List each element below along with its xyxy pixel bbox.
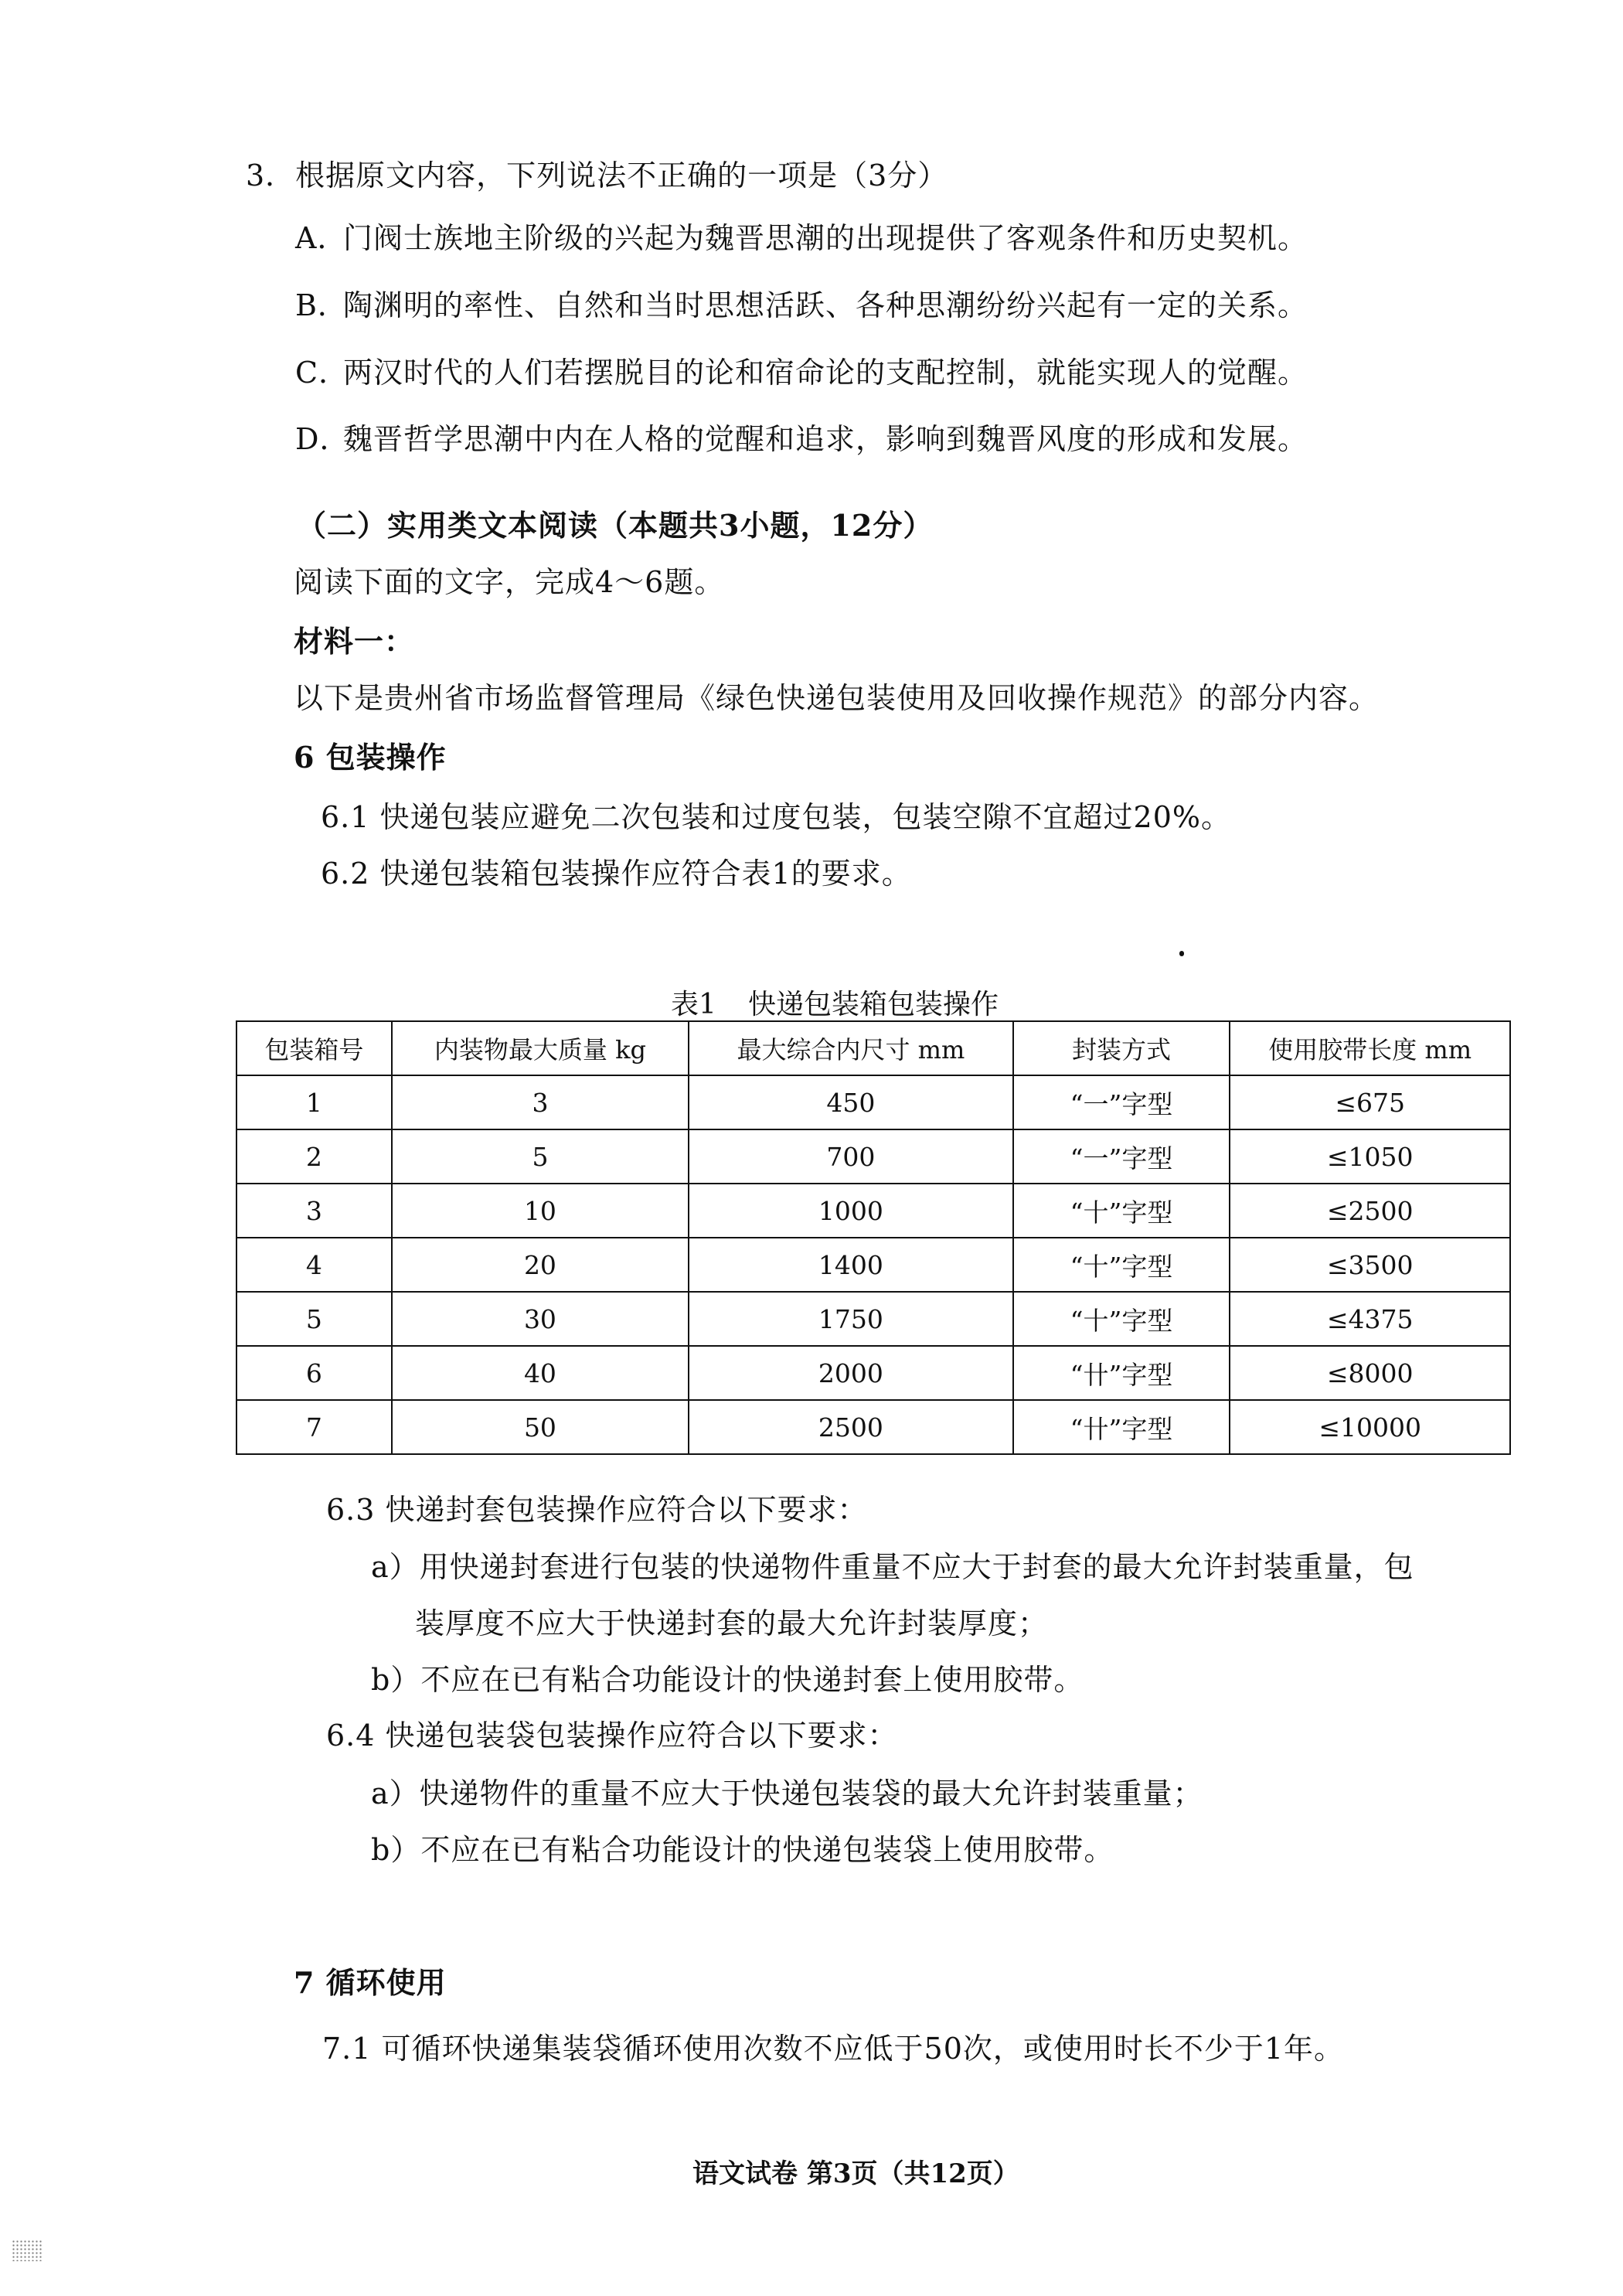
clause-6-3-a-line1: a）用快递封套进行包装的快递物件重量不应大于封套的最大允许封装重量，包 [371, 1550, 1414, 1584]
option-label: D． [295, 422, 350, 456]
cell-max-size: 1400 [689, 1238, 1012, 1292]
scan-artifact [12, 2240, 43, 2261]
option-a [295, 220, 1308, 257]
col-header-max-mass: 内装物最大质量 kg [392, 1021, 689, 1075]
col-header-tape-length: 使用胶带长度 mm [1230, 1021, 1510, 1075]
clause-7-1: 7.1 可循环快递集装袋循环使用次数不应低于50次，或使用时长不少于1年。 [322, 2032, 1345, 2066]
cell-max-size: 1000 [689, 1184, 1012, 1238]
scan-speck [1179, 951, 1184, 956]
table-row [236, 1129, 1510, 1184]
table-row [236, 1400, 1510, 1454]
cell-max-mass: 10 [392, 1184, 689, 1238]
cell-tape-length: ≤8000 [1230, 1346, 1510, 1400]
cell-tape-length: ≤4375 [1230, 1292, 1510, 1346]
material-label: 材料一： [294, 624, 415, 659]
option-label: C． [295, 356, 349, 390]
clause-6-4-a: a）快递物件的重量不应大于快递包装袋的最大允许封装重量； [371, 1777, 1203, 1811]
cell-max-mass: 3 [392, 1075, 689, 1129]
cell-max-size: 450 [689, 1075, 1012, 1129]
cell-box-no: 3 [236, 1184, 392, 1238]
table-row [236, 1184, 1510, 1238]
cell-box-no: 7 [236, 1400, 392, 1454]
table-title: 快递包装箱包装操作 [748, 989, 999, 1020]
cell-tape-length: ≤675 [1230, 1075, 1510, 1129]
col-header-seal-method: 封装方式 [1013, 1021, 1230, 1075]
clause-6-3-b: b）不应在已有粘合功能设计的快递封套上使用胶带。 [371, 1663, 1084, 1697]
cell-box-no: 4 [236, 1238, 392, 1292]
cell-seal-method: “一”字型 [1013, 1129, 1230, 1184]
cell-tape-length: ≤3500 [1230, 1238, 1510, 1292]
option-d [295, 421, 1308, 458]
cell-max-size: 700 [689, 1129, 1012, 1184]
cell-max-mass: 20 [392, 1238, 689, 1292]
clause-6-3-a-line2: 装厚度不应大于快递封套的最大允许封装厚度； [415, 1606, 1049, 1640]
cell-seal-method: “卄”字型 [1013, 1346, 1230, 1400]
section-title: （二）实用类文本阅读（本题共3小题，12分） [297, 508, 934, 543]
table-header-row [236, 1021, 1510, 1075]
cell-box-no: 6 [236, 1346, 392, 1400]
option-c [295, 354, 1308, 391]
question-stem: 3．根据原文内容，下列说法不正确的一项是（3分） [246, 158, 948, 192]
clause-7-heading: 7 循环使用 [294, 1965, 447, 2000]
cell-max-mass: 5 [392, 1129, 689, 1184]
table-number: 表1 [671, 989, 716, 1020]
cell-seal-method: “十”字型 [1013, 1184, 1230, 1238]
clause-6-2: 6.2 快递包装箱包装操作应符合表1的要求。 [321, 857, 912, 891]
cell-seal-method: “一”字型 [1013, 1075, 1230, 1129]
instruction: 阅读下面的文字，完成4～6题。 [294, 565, 725, 599]
option-text: 魏晋哲学思潮中内在人格的觉醒和追求，影响到魏晋风度的形成和发展。 [343, 422, 1308, 456]
cell-seal-method: “十”字型 [1013, 1238, 1230, 1292]
cell-max-mass: 50 [392, 1400, 689, 1454]
material-intro: 以下是贵州省市场监督管理局《绿色快递包装使用及回收操作规范》的部分内容。 [294, 681, 1380, 715]
cell-box-no: 1 [236, 1075, 392, 1129]
cell-max-size: 1750 [689, 1292, 1012, 1346]
cell-max-size: 2000 [689, 1346, 1012, 1400]
option-b [295, 287, 1308, 324]
clause-6-4-b: b）不应在已有粘合功能设计的快递包装袋上使用胶带。 [371, 1833, 1114, 1867]
clause-6-1: 6.1 快递包装应避免二次包装和过度包装，包装空隙不宜超过20%。 [321, 800, 1231, 834]
option-label: A． [295, 221, 348, 255]
packaging-table [236, 1020, 1511, 1455]
page-footer: 语文试卷 第3页（共12页） [692, 2158, 1019, 2189]
clause-6-3: 6.3 快递封套包装操作应符合以下要求： [326, 1493, 868, 1527]
cell-seal-method: “卄”字型 [1013, 1400, 1230, 1454]
option-label: B． [295, 288, 348, 322]
cell-tape-length: ≤2500 [1230, 1184, 1510, 1238]
cell-seal-method: “十”字型 [1013, 1292, 1230, 1346]
col-header-max-size: 最大综合内尺寸 mm [689, 1021, 1012, 1075]
cell-tape-length: ≤10000 [1230, 1400, 1510, 1454]
table-row [236, 1075, 1510, 1129]
clause-6-4: 6.4 快递包装袋包装操作应符合以下要求： [326, 1719, 898, 1753]
option-text: 两汉时代的人们若摆脱目的论和宿命论的支配控制，就能实现人的觉醒。 [343, 356, 1308, 390]
table-row [236, 1292, 1510, 1346]
option-text: 陶渊明的率性、自然和当时思想活跃、各种思潮纷纷兴起有一定的关系。 [343, 288, 1308, 322]
col-header-box-no: 包装箱号 [236, 1021, 392, 1075]
table-caption [671, 986, 999, 1024]
table-row [236, 1238, 1510, 1292]
cell-tape-length: ≤1050 [1230, 1129, 1510, 1184]
table-row [236, 1346, 1510, 1400]
cell-box-no: 2 [236, 1129, 392, 1184]
clause-6-heading: 6 包装操作 [294, 740, 447, 775]
option-text: 门阀士族地主阶级的兴起为魏晋思潮的出现提供了客观条件和历史契机。 [343, 221, 1308, 255]
cell-max-size: 2500 [689, 1400, 1012, 1454]
cell-max-mass: 30 [392, 1292, 689, 1346]
cell-max-mass: 40 [392, 1346, 689, 1400]
cell-box-no: 5 [236, 1292, 392, 1346]
